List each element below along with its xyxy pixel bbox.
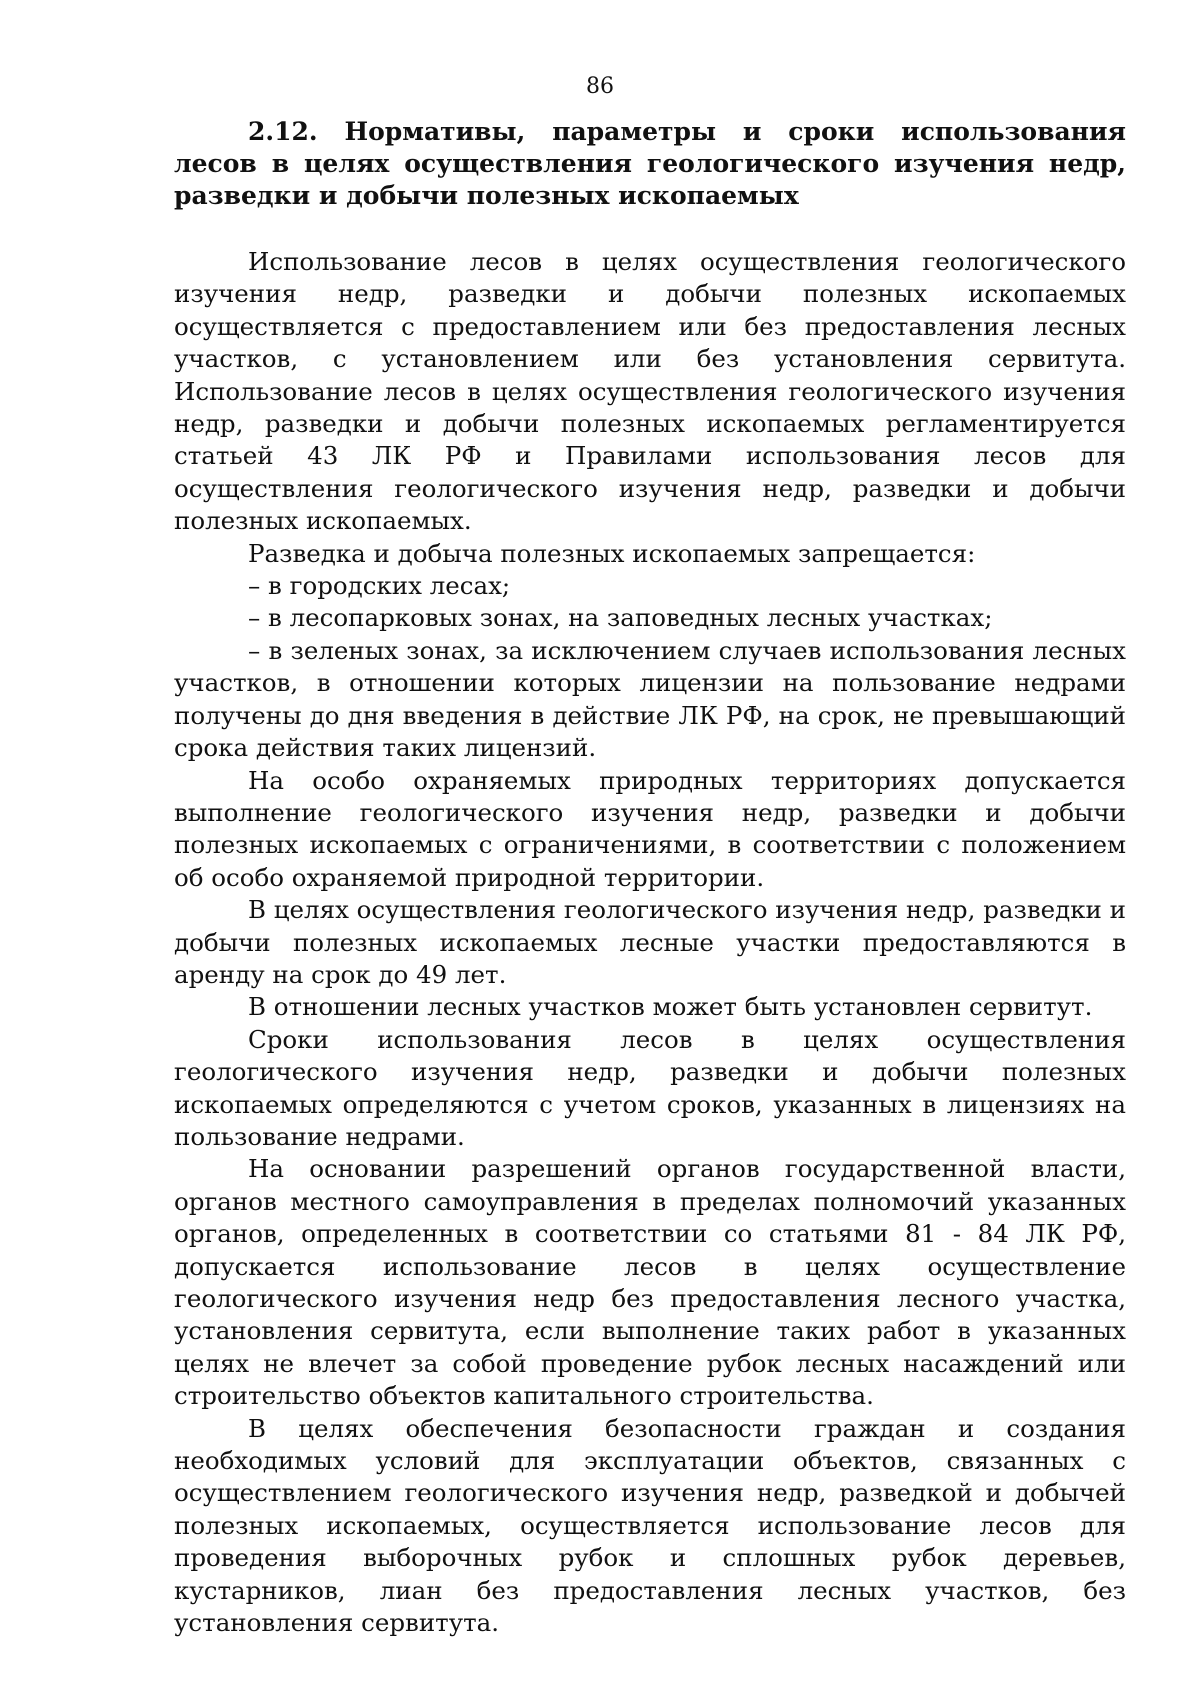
paragraph-forest-use-overview: Использование лесов в целях осуществления геологического изучения недр, разведки и добычи полезных ископаемых осуществляется с предоставлением или без предоставления лесных участков, с установлением или без установления сервитута. Использование лесов в целях осуществления геологического изучения недр, разведки и добычи полезных ископаемых регламентируется статьей 43 ЛК РФ и Правилами использования лесов для осуществления геологического изучения недр, разведки и добычи полезных ископаемых. [174, 247, 1126, 536]
section-heading: 2.12. Нормативы, параметры и сроки использования лесов в целях осуществления геологического изучения недр, разведки и добычи полезных ископаемых [174, 117, 1126, 210]
paragraph-prohibition-intro: Разведка и добыча полезных ископаемых запрещается: [248, 538, 976, 568]
paragraph-protected-territories: На особо охраняемых природных территориях допускается выполнение геологического изучения недр, разведки и добычи полезных ископаемых с ограничениями, в соответствии с положением об особо охраняемой природной территории. [174, 765, 1126, 892]
page-number: 86 [586, 74, 614, 99]
page-content [174, 116, 1126, 1639]
paragraph-permits: На основании разрешений органов государственной власти, органов местного самоуправления в пределах полномочий указанных органов, определенных в соответствии со статьями 81 - 84 ЛК РФ, допускается использование лесов в целях осуществление геологического изучения недр без предоставления лесного участка, установления сервитута, если выполнение таких работ в указанных целях не влечет за собой проведение рубок лесных насаждений или строительство объектов капитального строительства. [174, 1154, 1126, 1411]
paragraph-servitude: В отношении лесных участков может быть установлен сервитут. [248, 992, 1093, 1022]
list-item-city-forests: – в городских лесах; [248, 571, 511, 601]
paragraph-safety-cuttings: В целях обеспечения безопасности граждан и создания необходимых условий для эксплуатации объектов, связанных с осуществлением геологического изучения недр, разведкой и добычей полезных ископаемых, осуществляется использование лесов для проведения выборочных рубок и сплошных рубок деревьев, кустарников, лиан без предоставления лесных участков, без установления сервитута. [174, 1413, 1126, 1638]
section-body [174, 246, 1126, 1639]
paragraph-lease-term: В целях осуществления геологического изучения недр, разведки и добычи полезных ископаемых лесные участки предоставляются в аренду на срок до 49 лет. [174, 895, 1126, 989]
list-item-forest-park-zones: – в лесопарковых зонах, на заповедных лесных участках; [248, 603, 993, 633]
paragraph-usage-terms: Сроки использования лесов в целях осуществления геологического изучения недр, разведки и добычи полезных ископаемых определяются с учетом сроков, указанных в лицензиях на пользование недрами. [174, 1024, 1126, 1151]
list-item-green-zones: – в зеленых зонах, за исключением случаев использования лесных участков, в отношении которых лицензии на пользование недрами получены до дня введения в действие ЛК РФ, на срок, не превышающий срока действия таких лицензий. [174, 635, 1126, 763]
